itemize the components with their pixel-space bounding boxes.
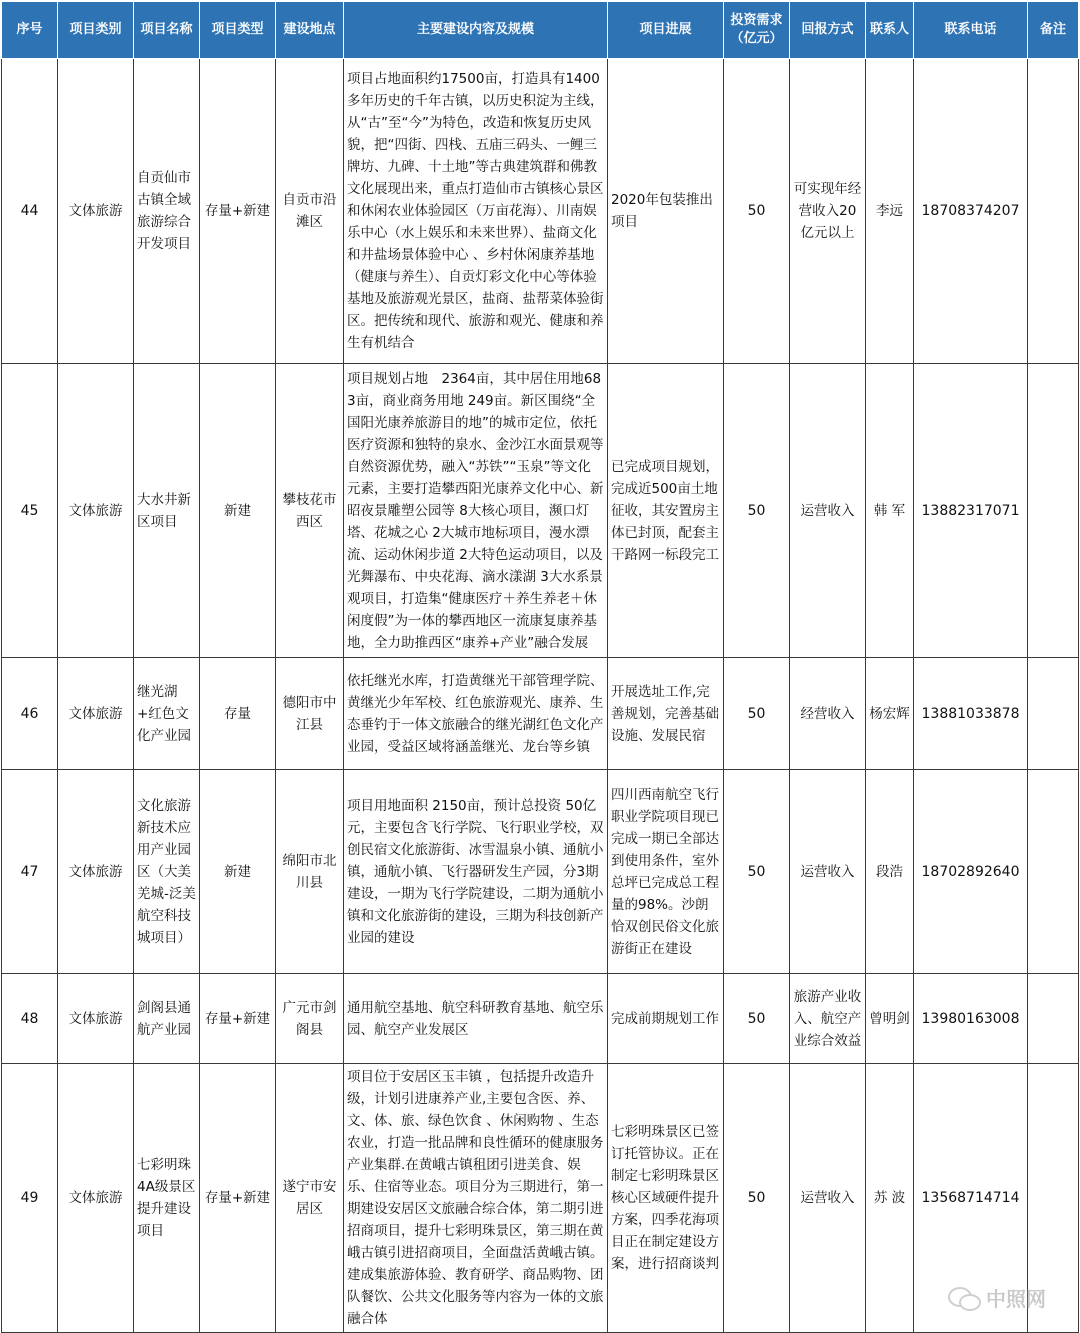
header-contact: 联系人 [866, 2, 914, 59]
cell-name: 大水井新区项目 [134, 364, 200, 658]
cell-note [1028, 364, 1079, 658]
cell-return-mode: 可实现年经营收入20亿元以上 [790, 59, 866, 364]
cell-investment: 50 [724, 974, 790, 1064]
cell-type: 新建 [200, 770, 276, 974]
cell-investment: 50 [724, 770, 790, 974]
cell-category: 文体旅游 [58, 59, 134, 364]
wechat-icon [948, 1287, 980, 1309]
cell-investment: 50 [724, 1064, 790, 1333]
header-progress: 项目进展 [608, 2, 724, 59]
header-seq: 序号 [2, 2, 58, 59]
cell-progress: 四川西南航空飞行职业学院项目现已完成一期已全部达到使用条件，室外总坪已完成总工程量的98%。沙朗恰双创民俗文化旅游街正在建设 [608, 770, 724, 974]
cell-note [1028, 658, 1079, 770]
cell-location: 自贡市沿滩区 [276, 59, 344, 364]
project-table [1, 1, 1079, 1333]
cell-return-mode: 运营收入 [790, 1064, 866, 1333]
cell-content: 依托继光水库，打造黄继光干部管理学院、黄继光少年军校、红色旅游观光、康养、生态垂钓于一体文旅融合的继光湖红色文化产业园，受益区域将涵盖继光、龙台等乡镇 [344, 658, 608, 770]
cell-location: 攀枝花市西区 [276, 364, 344, 658]
cell-location: 遂宁市安居区 [276, 1064, 344, 1333]
cell-contact: 曾明剑 [866, 974, 914, 1064]
cell-return-mode: 旅游产业收入、航空产业综合效益 [790, 974, 866, 1064]
cell-contact: 杨宏辉 [866, 658, 914, 770]
watermark-text: 中照网 [986, 1287, 1046, 1311]
cell-category: 文体旅游 [58, 974, 134, 1064]
cell-type: 存量+新建 [200, 1064, 276, 1333]
cell-content: 项目规划占地 2364亩，其中居住用地683亩，商业商务用地 249亩。新区围绕“全国阳光康养旅游目的地”的城市定位，依托医疗资源和独特的泉水、金沙江水面景观等自然资源优势，融入“苏铁”“玉泉”等文化元素，主要打造攀西阳光康养文化中心、新昭夜景雕塑公园等 8大核心项目，濒口灯塔、花城之心 2大城市地标项目，漫水漂流、运动休闲步道 2大特色运动项目，以及光舞瀑布、中央花海、滴水漾湖 3大水系景观项目，打造集“健康医疗＋养生养老＋休闲度假”为一体的攀西地区一流康复康养基地，全力助推西区“康养+产业”融合发展 [344, 364, 608, 658]
cell-progress: 开展选址工作,完善规划，完善基础设施、发展民宿 [608, 658, 724, 770]
cell-type: 存量+新建 [200, 59, 276, 364]
cell-name: 自贡仙市古镇全域旅游综合开发项目 [134, 59, 200, 364]
cell-seq: 46 [2, 658, 58, 770]
cell-seq: 44 [2, 59, 58, 364]
cell-content: 项目位于安居区玉丰镇 ，包括提升改造升级，计划引进康养产业,主要包含医、养、文、体、旅、绿色饮食 、休闲购物 、生态农业，打造一批品牌和良性循环的健康服务产业集群.在黄峨古镇租团引进美食、娱乐、住宿等业态。项目分为三期进行，第一期建设安居区文旅融合综合体，第二期引进招商项目，提升七彩明珠景区，第三期在黄峨古镇引进招商项目，全面盘活黄峨古镇。建成集旅游体验、教育研学、商品购物、团队餐饮、公共文化服务等内容为一体的文旅融合体 [344, 1064, 608, 1333]
cell-phone: 13568714714 [914, 1064, 1028, 1333]
header-note: 备注 [1028, 2, 1079, 59]
cell-seq: 45 [2, 364, 58, 658]
header-name: 项目名称 [134, 2, 200, 59]
table-row [2, 1064, 1079, 1333]
cell-note [1028, 974, 1079, 1064]
header-location: 建设地点 [276, 2, 344, 59]
header-content: 主要建设内容及规模 [344, 2, 608, 59]
cell-name: 继光湖+红色文化产业园 [134, 658, 200, 770]
header-category: 项目类别 [58, 2, 134, 59]
cell-contact: 段浩 [866, 770, 914, 974]
cell-phone: 18702892640 [914, 770, 1028, 974]
cell-progress: 七彩明珠景区已签订托管协议。正在制定七彩明珠景区核心区域硬件提升方案，四季花海项目正在制定建设方案，进行招商谈判 [608, 1064, 724, 1333]
cell-location: 广元市剑阁县 [276, 974, 344, 1064]
table-row [2, 59, 1079, 364]
cell-phone: 13980163008 [914, 974, 1028, 1064]
cell-location: 德阳市中江县 [276, 658, 344, 770]
cell-name: 文化旅游新技术应用产业园区（大美羌城-泛美航空科技城项目） [134, 770, 200, 974]
cell-return-mode: 经营收入 [790, 658, 866, 770]
cell-progress: 已完成项目规划，完成近500亩土地征收，其安置房主体已封顶，配套主干路网一标段完工 [608, 364, 724, 658]
cell-name: 剑阁县通航产业园 [134, 974, 200, 1064]
cell-category: 文体旅游 [58, 1064, 134, 1333]
cell-investment: 50 [724, 59, 790, 364]
cell-category: 文体旅游 [58, 658, 134, 770]
cell-name: 七彩明珠4A级景区提升建设项目 [134, 1064, 200, 1333]
header-phone: 联系电话 [914, 2, 1028, 59]
cell-content: 项目用地面积 2150亩，预计总投资 50亿元，主要包含飞行学院、飞行职业学校，双创民宿文化旅游街、冰雪温泉小镇、通航小镇，通航小镇、飞行器研发生产园，分3期建设，一期为飞行学院建设，二期为通航小镇和文化旅游街的建设，三期为科技创新产业园的建设 [344, 770, 608, 974]
watermark [948, 1283, 1046, 1312]
table-row [2, 770, 1079, 974]
header-investment: 投资需求（亿元） [724, 2, 790, 59]
cell-type: 存量 [200, 658, 276, 770]
table-row [2, 658, 1079, 770]
cell-category: 文体旅游 [58, 364, 134, 658]
cell-seq: 47 [2, 770, 58, 974]
cell-phone: 13881033878 [914, 658, 1028, 770]
cell-contact: 苏 波 [866, 1064, 914, 1333]
cell-phone: 13882317071 [914, 364, 1028, 658]
cell-return-mode: 运营收入 [790, 770, 866, 974]
cell-category: 文体旅游 [58, 770, 134, 974]
header-return-mode: 回报方式 [790, 2, 866, 59]
cell-progress: 完成前期规划工作 [608, 974, 724, 1064]
table-header-row [2, 2, 1079, 59]
table-row [2, 974, 1079, 1064]
cell-seq: 49 [2, 1064, 58, 1333]
cell-return-mode: 运营收入 [790, 364, 866, 658]
cell-location: 绵阳市北川县 [276, 770, 344, 974]
cell-type: 新建 [200, 364, 276, 658]
cell-note [1028, 770, 1079, 974]
cell-type: 存量+新建 [200, 974, 276, 1064]
header-type: 项目类型 [200, 2, 276, 59]
cell-progress: 2020年包装推出项目 [608, 59, 724, 364]
cell-note [1028, 59, 1079, 364]
cell-seq: 48 [2, 974, 58, 1064]
cell-investment: 50 [724, 364, 790, 658]
cell-contact: 李远 [866, 59, 914, 364]
cell-investment: 50 [724, 658, 790, 770]
table-row [2, 364, 1079, 658]
cell-content: 通用航空基地、航空科研教育基地、航空乐园、航空产业发展区 [344, 974, 608, 1064]
cell-contact: 韩 军 [866, 364, 914, 658]
cell-phone: 18708374207 [914, 59, 1028, 364]
cell-content: 项目占地面积约17500亩，打造具有1400多年历史的千年古镇，以历史积淀为主线，从“古”至“今”为特色，改造和恢复历史风貌，把“四街、四栈、五庙三码头、一鲤三牌坊、九碑、十土地”等古典建筑群和佛教文化展现出来，重点打造仙市古镇核心景区和休闲农业体验园区（万亩花海）、川南娱乐中心（水上娱乐和未来世界）、盐商文化和井盐场景体验中心 、乡村休闲康养基地（健康与养生）、自贡灯彩文化中心等体验基地及旅游观光景区，盐商、盐帮菜体验街区。把传统和现代、旅游和观光、健康和养生有机结合 [344, 59, 608, 364]
